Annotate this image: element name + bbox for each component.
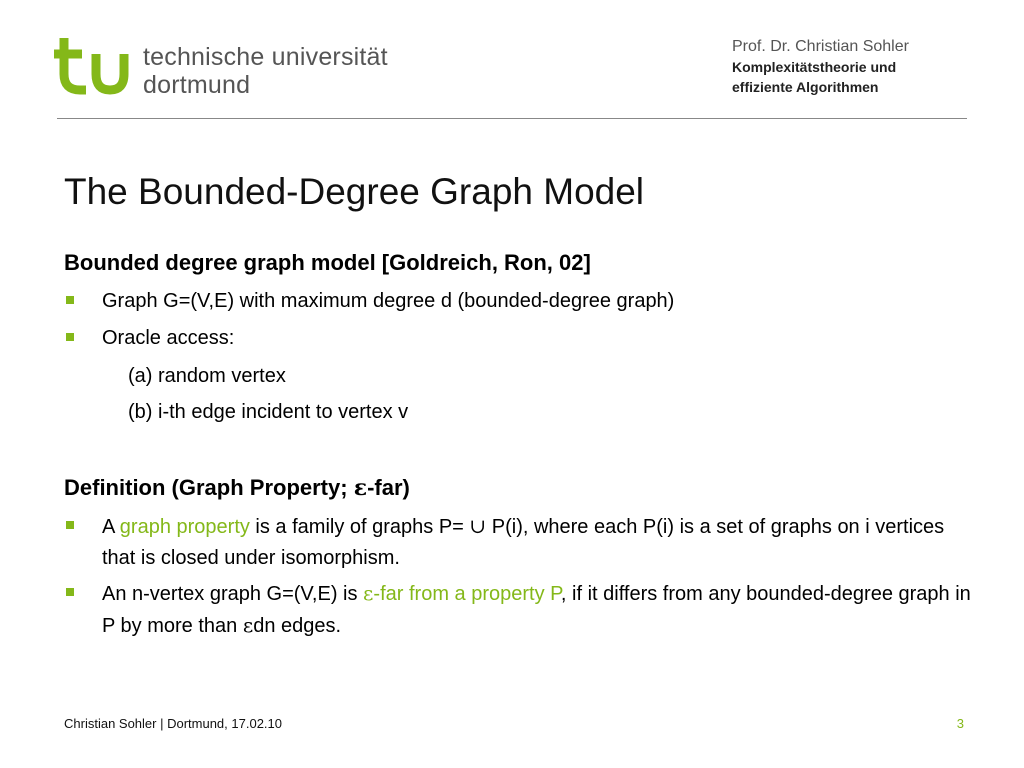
bullet-text: A: [102, 516, 120, 538]
bullet-oracle-access: [102, 323, 982, 354]
university-line-1: technische universität: [143, 43, 388, 71]
epsilon-symbol: ε: [242, 613, 254, 637]
page-number: 3: [956, 716, 964, 731]
section-heading-model: Bounded degree graph model [Goldreich, Ron, 02]: [64, 250, 591, 275]
chair-info: [732, 37, 952, 97]
epsilon-symbol: ε: [353, 475, 368, 501]
bullet-text: dn edges.: [253, 615, 342, 637]
bullet-epsilon-far: [102, 578, 982, 642]
university-name: [143, 43, 388, 99]
slide-title: The Bounded-Degree Graph Model: [64, 171, 645, 212]
square-bullet-icon: [66, 588, 74, 596]
bullet-text: An n-vertex graph G=(V,E) is: [102, 583, 364, 605]
oracle-option-b: (b) i-th edge incident to vertex v: [128, 401, 409, 423]
footer-text: Christian Sohler | Dortmund, 17.02.10: [64, 716, 282, 731]
university-line-2: dortmund: [143, 71, 251, 99]
oracle-option-a: (a) random vertex: [128, 365, 286, 387]
square-bullet-icon: [66, 333, 74, 341]
professor-name: Prof. Dr. Christian Sohler: [732, 38, 909, 55]
term-graph-property: graph property: [119, 516, 250, 538]
bullet-text: , if it differs from any bounded-degree graph in P by more than: [102, 583, 971, 637]
chair-line-1: Komplexitätstheorie und: [732, 59, 897, 75]
term-epsilon-far: -far from a property P: [373, 583, 561, 605]
bullet-text: is a family of graphs P=: [249, 516, 470, 538]
chair-line-2: effiziente Algorithmen: [732, 79, 879, 95]
header-divider: [57, 118, 967, 119]
bullet-graph-property: [102, 511, 982, 574]
tu-logo-icon: [52, 36, 132, 96]
bullet-text: P(i), where each P(i) is a set of graphs on i vertices that is closed under isomorphism.: [102, 516, 945, 569]
heading-text: -far): [367, 475, 410, 500]
square-bullet-icon: [66, 521, 74, 529]
section-heading-definition: [64, 474, 410, 502]
heading-text: Definition (Graph Property;: [64, 475, 354, 500]
bullet-text: Graph G=(V,E) with maximum degree d (bounded-degree graph): [102, 290, 675, 312]
bullet-text: Oracle access:: [102, 327, 235, 349]
epsilon-symbol: ε: [363, 581, 374, 605]
union-symbol: ∪: [469, 514, 487, 538]
bullet-graph-definition: [102, 286, 982, 317]
square-bullet-icon: [66, 296, 74, 304]
